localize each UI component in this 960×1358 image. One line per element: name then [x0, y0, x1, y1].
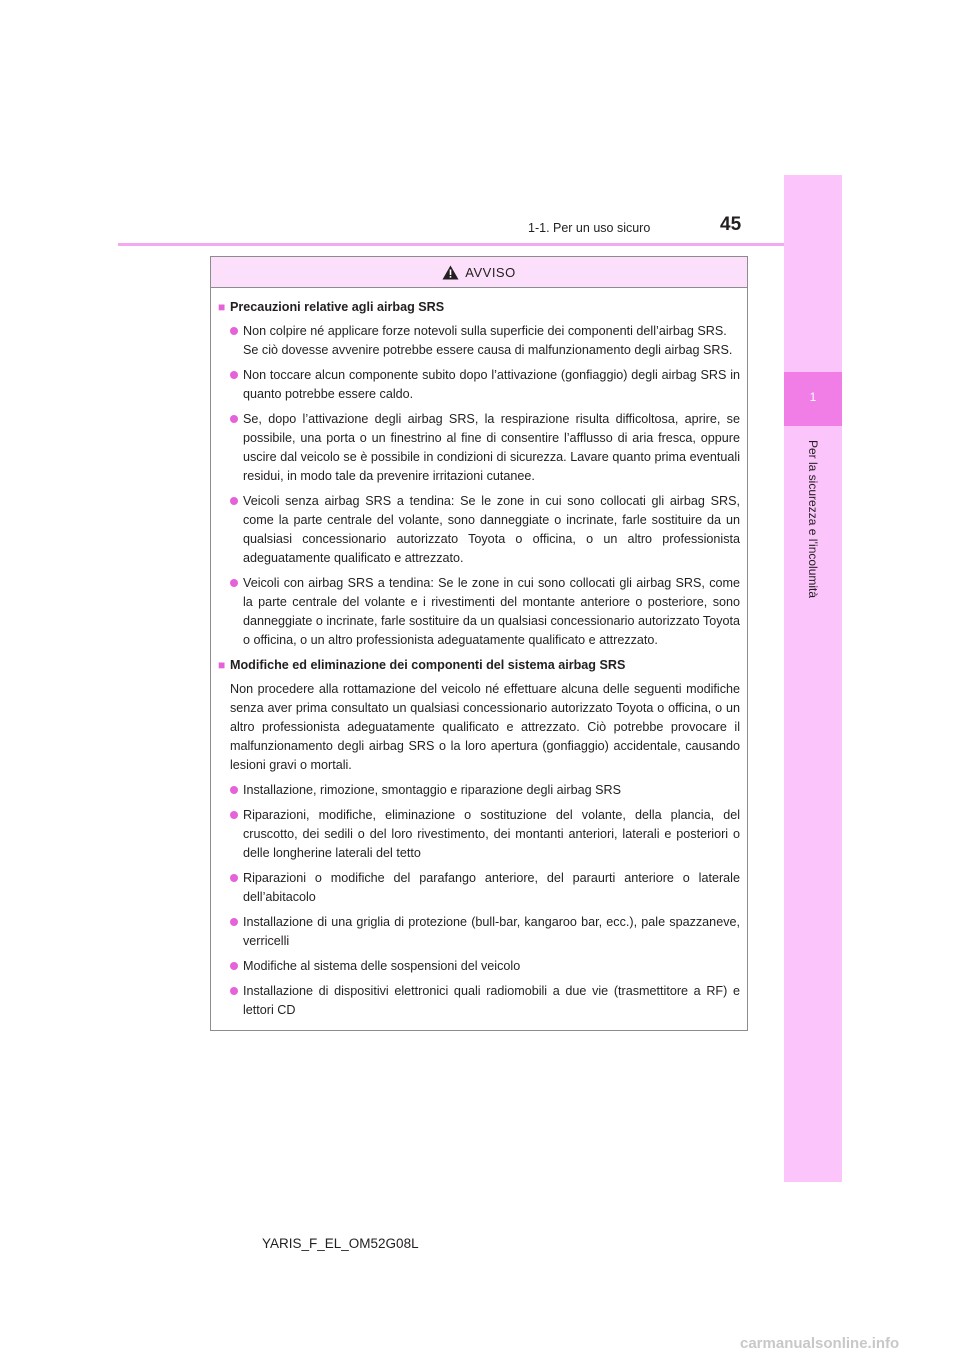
list-item [218, 322, 740, 360]
list-item-text: Installazione di una griglia di protezione (bull-bar, kangaroo bar, ecc.), pale spazzaneve, verricelli [243, 915, 740, 948]
bullet-dot-icon [230, 327, 238, 335]
list-item [218, 781, 740, 800]
warning-box [210, 256, 748, 1031]
bullet-dot-icon [230, 579, 238, 587]
list-item-text: Non toccare alcun componente subito dopo l’attivazione (gonfiaggio) degli airbag SRS in quanto potrebbe essere caldo. [243, 368, 740, 401]
list-item-text: Installazione di dispositivi elettronici quali radiomobili a due vie (trasmettitore a RF) e lettori CD [243, 984, 740, 1017]
list-item-text: Se, dopo l’attivazione degli airbag SRS, la respirazione risulta difficoltosa, aprire, se possibile, una porta o un finestrino al fine di consentire l’afflusso di aria fresca, oppure uscire dal veicolo se è possibile in condizioni di sicurezza. Lavare quanto prima eventuali residui, in modo tale da prevenire irritazioni cutanee. [243, 412, 740, 483]
warning-body [211, 288, 747, 1020]
list-item-text: Non colpire né applicare forze notevoli sulla superficie dei componenti dell’airbag SRS. [243, 324, 727, 338]
bullet-dot-icon [230, 415, 238, 423]
list-item-text: Se ciò dovesse avvenire potrebbe essere causa di malfunzionamento degli airbag SRS. [243, 343, 733, 357]
document-code: YARIS_F_EL_OM52G08L [262, 1236, 419, 1251]
section-heading-text: Modifiche ed eliminazione dei componenti del sistema airbag SRS [230, 658, 626, 672]
square-bullet-icon: ■ [218, 658, 226, 672]
bullet-dot-icon [230, 987, 238, 995]
bullet-dot-icon [230, 962, 238, 970]
list-item-text: Veicoli senza airbag SRS a tendina: Se le zone in cui sono collocati gli airbag SRS, come la parte centrale del volante, sono danneggiate o incrinate, farle sostituire da un qualsiasi concessionario autorizzato Toyota o officina, o un altro professionista adeguatamente qualificato e attrezzato. [243, 494, 740, 565]
bullet-dot-icon [230, 371, 238, 379]
list-item [218, 492, 740, 568]
section-title: 1-1. Per un uso sicuro [528, 221, 651, 235]
list-item [218, 366, 740, 404]
list-item-text: Veicoli con airbag SRS a tendina: Se le zone in cui sono collocati gli airbag SRS, come la parte centrale del volante e i rivestimenti del montante anteriore o posteriore, sono danneggiate o incrinate, farle sostituire da un qualsiasi concessionario autorizzato Toyota o officina, o un altro professionista adeguatamente qualificato e attrezzato. [243, 576, 740, 647]
section-heading [218, 298, 740, 317]
chapter-side-tab [784, 175, 842, 1182]
page-number: 45 [720, 214, 742, 235]
section-heading-text: Precauzioni relative agli airbag SRS [230, 300, 445, 314]
bullet-dot-icon [230, 811, 238, 819]
bullet-dot-icon [230, 497, 238, 505]
chapter-title: Per la sicurezza e l’incolumità [806, 440, 820, 599]
list-item [218, 410, 740, 486]
header-rule [118, 243, 842, 246]
warning-triangle-icon [442, 265, 459, 280]
chapter-number: 1 [809, 390, 817, 404]
bullet-dot-icon [230, 786, 238, 794]
bullet-dot-icon [230, 874, 238, 882]
bullet-dot-icon [230, 918, 238, 926]
warning-label: AVVISO [465, 264, 516, 280]
list-item [218, 982, 740, 1020]
watermark-text: carmanualsonline.info [740, 1335, 900, 1352]
section-heading [218, 656, 740, 675]
list-item [218, 574, 740, 650]
list-item-text: Modifiche al sistema delle sospensioni del veicolo [243, 959, 521, 973]
list-item [218, 957, 740, 976]
list-item [218, 869, 740, 907]
section-intro: Non procedere alla rottamazione del veicolo né effettuare alcuna delle seguenti modifiche senza aver prima consultato un qualsiasi concessionario autorizzato Toyota o officina, o un altro professionista adeguatamente qualificato e attrezzato. Ciò potrebbe provocare il malfunzionamento degli airbag SRS o la loro apertura (gonfiaggio) accidentale, causando lesioni gravi o mortali. [230, 682, 740, 772]
list-item-text: Installazione, rimozione, smontaggio e riparazione degli airbag SRS [243, 783, 622, 797]
square-bullet-icon: ■ [218, 300, 226, 314]
chapter-tab-active[interactable] [784, 372, 842, 426]
list-item [218, 806, 740, 863]
list-item [218, 913, 740, 951]
warning-header [211, 257, 747, 288]
list-item-text: Riparazioni o modifiche del parafango anteriore, del paraurti anteriore o laterale dell’abitacolo [243, 871, 740, 904]
list-item-text: Riparazioni, modifiche, eliminazione o sostituzione del volante, della plancia, del cruscotto, dei sedili o del loro rivestimento, dei montanti anteriori, laterali e posteriori o delle longherine laterali del tetto [243, 808, 740, 860]
